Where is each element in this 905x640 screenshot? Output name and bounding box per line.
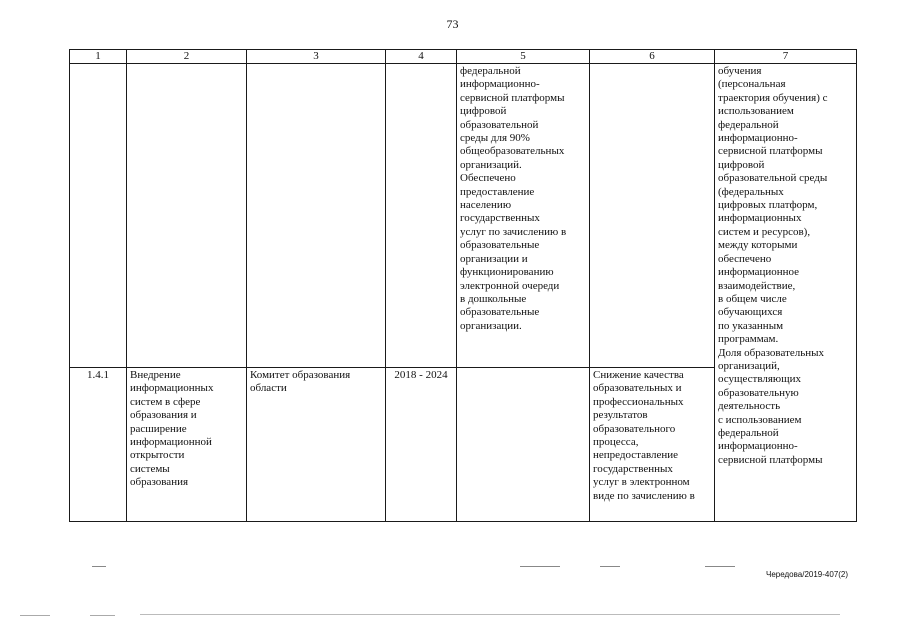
row2-col4 [386,368,457,522]
scan-artifact [520,566,560,567]
row2-col6 [590,368,715,522]
scan-artifact [140,614,840,615]
item-number: 1.4.1 [87,369,109,381]
header-col-2: 2 [127,50,247,64]
indicators-cell [715,64,857,522]
header-col-7: 7 [715,50,857,64]
scan-artifact [705,566,735,567]
document-code: Чередова/2019-407(2) [766,570,849,579]
table-row-continuation [70,64,857,368]
row1-col5 [457,64,590,368]
row1-col2 [127,64,247,368]
header-col-1: 1 [70,50,127,64]
consequences-text: Снижение качества образовательных и профессиональных результатов образовательного процесса, непредоставление государственных услуг в электронном виде по зачислению в [593,369,695,502]
row2-col5 [457,368,590,522]
header-col-6: 6 [590,50,715,64]
results-text-continued: федеральной информационно- сервисной платформы цифровой образовательной среды для 90% общеобразовательных организаций. Обеспечено предоставление населению государственных услуг по зачислению в образовательные организации и функционированию электронной очереди в дошкольные образовательные организации. [460,65,567,332]
header-col-4: 4 [386,50,457,64]
header-col-5: 5 [457,50,590,64]
header-col-3: 3 [247,50,386,64]
row1-col1 [70,64,127,368]
row2-col1 [70,368,127,522]
scan-artifact [92,566,106,567]
activity-name: Внедрение информационных систем в сфере образования и расширение информационной открытости системы образования [130,369,214,489]
indicators-text: обучения (персональная траектория обучения) с использованием федеральной информационно- сервисной платформы цифровой образовательной среды (федеральных цифровых платформ, информационных систем и ресурсов), между которыми обеспечено информационное взаимодействие, в общем числе обучающихся по указанным программам. Доля образовательных организаций, осуществляющих образовательную деятельность с использованием федеральной информационно- сервисной платформы [718,65,828,466]
implementation-period: 2018 - 2024 [394,369,448,381]
row2-col2 [127,368,247,522]
row2-col3 [247,368,386,522]
header-row [70,50,857,64]
scan-artifact [20,615,50,616]
row1-col6 [590,64,715,368]
row1-col3 [247,64,386,368]
row1-col4 [386,64,457,368]
scan-artifact [600,566,620,567]
scan-artifact [90,615,115,616]
page-number: 73 [446,17,459,31]
responsible-executor: Комитет образования области [250,369,351,395]
program-table [69,49,857,522]
